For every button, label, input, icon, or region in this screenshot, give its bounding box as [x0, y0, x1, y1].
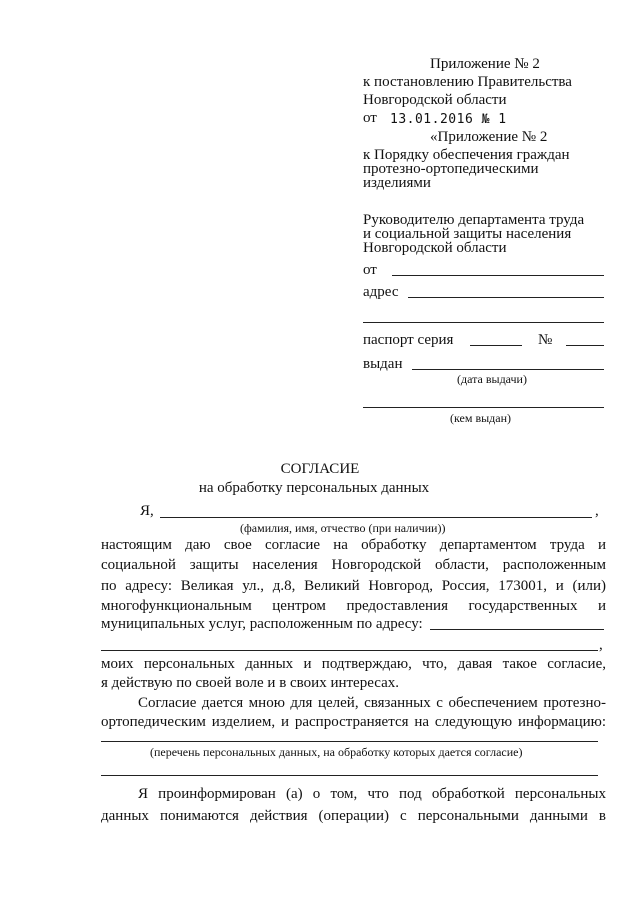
issued-by-field[interactable]	[363, 407, 604, 408]
issued-label: выдан	[363, 356, 403, 372]
document-subtitle: на обработку персональных данных	[198, 480, 430, 496]
procedure-line-3: изделиями	[363, 175, 431, 191]
data-list-field-line-2[interactable]	[101, 775, 598, 776]
consent-line-2: социальной защиты населения Новгородской области, расположенным	[101, 557, 606, 573]
addressee-line-3: Новгородской области	[363, 240, 507, 256]
address-field-line-2[interactable]	[363, 322, 604, 323]
issue-date-caption: (дата выдачи)	[457, 372, 527, 386]
issued-by-caption: (кем выдан)	[450, 411, 512, 425]
purpose-line-2: ортопедическим изделием, и распространяется на следующую информацию:	[101, 714, 606, 730]
passport-series-label: паспорт серия	[363, 332, 454, 348]
resolution-ref: к постановлению Правительства	[363, 74, 572, 90]
mfc-address-comma: ,	[599, 637, 603, 653]
name-comma: ,	[595, 503, 599, 519]
consent-line-5: муниципальных услуг, расположенным по адресу:	[101, 616, 423, 632]
mfc-address-field-line-2[interactable]	[101, 650, 598, 651]
mfc-address-field[interactable]	[430, 629, 604, 630]
purpose-line-1: Согласие дается мною для целей, связанных с обеспечением протезно-	[138, 695, 606, 711]
procedure-line-1: к Порядку обеспечения граждан	[363, 147, 570, 163]
i-label: Я,	[140, 503, 154, 519]
passport-number-field[interactable]	[566, 345, 604, 346]
resolution-date-number: 13.01.2016 № 1	[390, 112, 507, 127]
appendix-quote: «Приложение № 2	[430, 129, 548, 145]
informed-line-2: данных понимаются действия (операции) с персональными данными в	[101, 808, 606, 824]
addressee-line-1: Руководителю департамента труда	[363, 212, 585, 228]
consent-line-7: моих персональных данных и подтверждаю, что, давая такое согласие,	[101, 656, 606, 672]
date-from-label: от	[363, 110, 377, 126]
address-label: адрес	[363, 284, 399, 300]
consent-line-8: я действую по своей воле и в своих интересах.	[101, 675, 399, 691]
procedure-line-2: протезно-ортопедическими	[363, 161, 539, 177]
passport-series-field[interactable]	[470, 345, 522, 346]
addressee-line-2: и социальной защиты населения	[363, 226, 572, 242]
consent-line-4: многофункциональным центром предоставления государственных и	[101, 598, 606, 614]
from-label: от	[363, 262, 377, 278]
full-name-field[interactable]	[160, 517, 592, 518]
issue-date-field[interactable]	[412, 369, 604, 370]
informed-line-1: Я проинформирован (а) о том, что под обработкой персональных	[138, 786, 606, 802]
full-name-caption: (фамилия, имя, отчество (при наличии))	[240, 521, 446, 535]
address-field[interactable]	[408, 297, 604, 298]
data-list-field[interactable]	[101, 741, 598, 742]
consent-line-1: настоящим даю свое согласие на обработку департаментом труда и	[101, 537, 606, 553]
passport-number-label: №	[538, 332, 553, 348]
region-name: Новгородской области	[363, 92, 507, 108]
consent-line-3: по адресу: Великая ул., д.8, Великий Новгород, Россия, 173001, и (или)	[101, 578, 606, 594]
data-list-caption: (перечень персональных данных, на обработку которых дается согласие)	[150, 745, 523, 759]
from-field[interactable]	[392, 275, 604, 276]
document-title: СОГЛАСИЕ	[280, 461, 360, 477]
appendix-label: Приложение № 2	[430, 56, 540, 72]
